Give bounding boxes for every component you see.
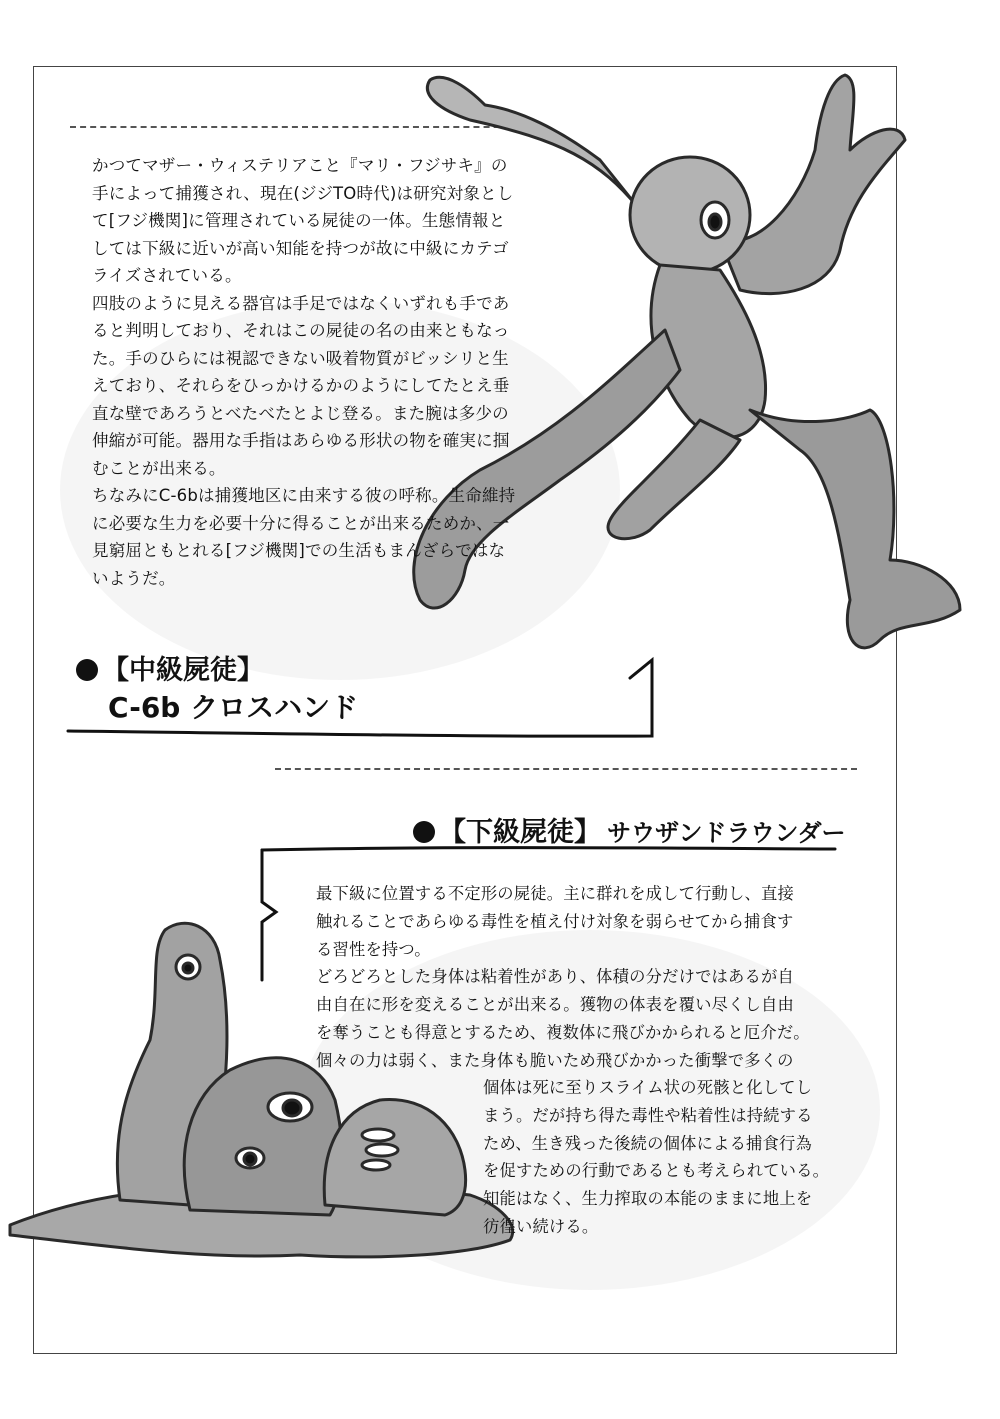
text-line: 手によって捕獲され、現在(ジジTO時代)は研究対象とし: [92, 183, 514, 203]
text-line: 個々の力は弱く、また身体も脆いため飛びかかった衝撃で多くの: [316, 1050, 794, 1070]
text-line: て[フジ機関]に管理されている屍徒の一体。生態情報と: [92, 211, 506, 230]
text-line: 由自在に形を変えることが出来る。獲物の体表を覆い尽くし自由: [316, 995, 794, 1015]
text-line: 触れることであらゆる毒性を植え付け対象を弱らせてから捕食す: [316, 911, 794, 931]
text-line: まう。だが持ち得た毒性や粘着性は持続する: [483, 1105, 813, 1125]
text-line: を奪うことも得意とするため、複数体に飛びかかられると厄介だ。: [316, 1022, 810, 1042]
rank-label: 【中級屍徒】: [102, 655, 264, 686]
text-line: に必要な生力を必要十分に得ることが出来るためか、一: [92, 513, 510, 533]
text-line: ると判明しており、それはこの屍徒の名の由来ともなっ: [92, 321, 510, 340]
text-line: る習性を持つ。: [316, 939, 431, 959]
crosshand-description: [92, 152, 515, 592]
text-line: えており、それらをひっかけるかのようにしてたとえ垂: [92, 376, 510, 395]
text-line: ライズされている。: [92, 266, 242, 285]
text-line: 個体は死に至りスライム状の死骸と化してし: [483, 1078, 813, 1097]
text-line: しては下級に近いが高い知能を持つが故に中級にカテゴ: [92, 238, 509, 258]
text-line: むことが出来る。: [92, 458, 226, 478]
text-line: 最下級に位置する不定形の屍徒。主に群れを成して行動し、直接: [316, 884, 794, 903]
thousand-rounder-description-continued: [483, 1074, 829, 1241]
text-line: 知能はなく、生力搾取の本能のままに地上を: [483, 1189, 813, 1209]
bullet-dot: [413, 821, 435, 843]
text-line: ちなみにC-6bは捕獲地区に由来する彼の呼称。生命維持: [92, 486, 516, 505]
text-line: いようだ。: [92, 568, 176, 588]
text-line: 四肢のように見える器官は手足ではなくいずれも手であ: [92, 293, 510, 313]
thousand-rounder-heading: [413, 810, 846, 849]
text-line: た。手のひらには視認できない吸着物質がビッシリと生: [92, 348, 509, 368]
creature-name: サウザンドラウンダー: [607, 819, 846, 847]
rank-label: 【下級屍徒】: [439, 817, 601, 848]
text-line: どろどろとした身体は粘着性があり、体積の分だけではあるが自: [316, 967, 794, 987]
crosshand-heading-rank: [76, 648, 264, 687]
text-line: 伸縮が可能。器用な手指はあらゆる形状の物を確実に掴: [92, 431, 510, 450]
text-line: 彷徨い続ける。: [483, 1216, 599, 1236]
text-line: を促すための行動であるとも考えられている。: [483, 1161, 830, 1181]
thousand-rounder-description: [316, 880, 810, 1075]
text-line: かつてマザー・ウィステリアこと『マリ・フジサキ』の: [92, 156, 508, 175]
bullet-dot: [76, 659, 98, 681]
text-line: ため、生き残った後続の個体による捕食行為: [483, 1133, 812, 1153]
crosshand-heading-name: C-6b クロスハンド: [108, 691, 359, 724]
text-line: 直な壁であろうとべたべたとよじ登る。また腕は多少の: [92, 403, 509, 423]
text-line: 見窮屈ともとれる[フジ機関]での生活もまんざらではな: [92, 541, 506, 560]
